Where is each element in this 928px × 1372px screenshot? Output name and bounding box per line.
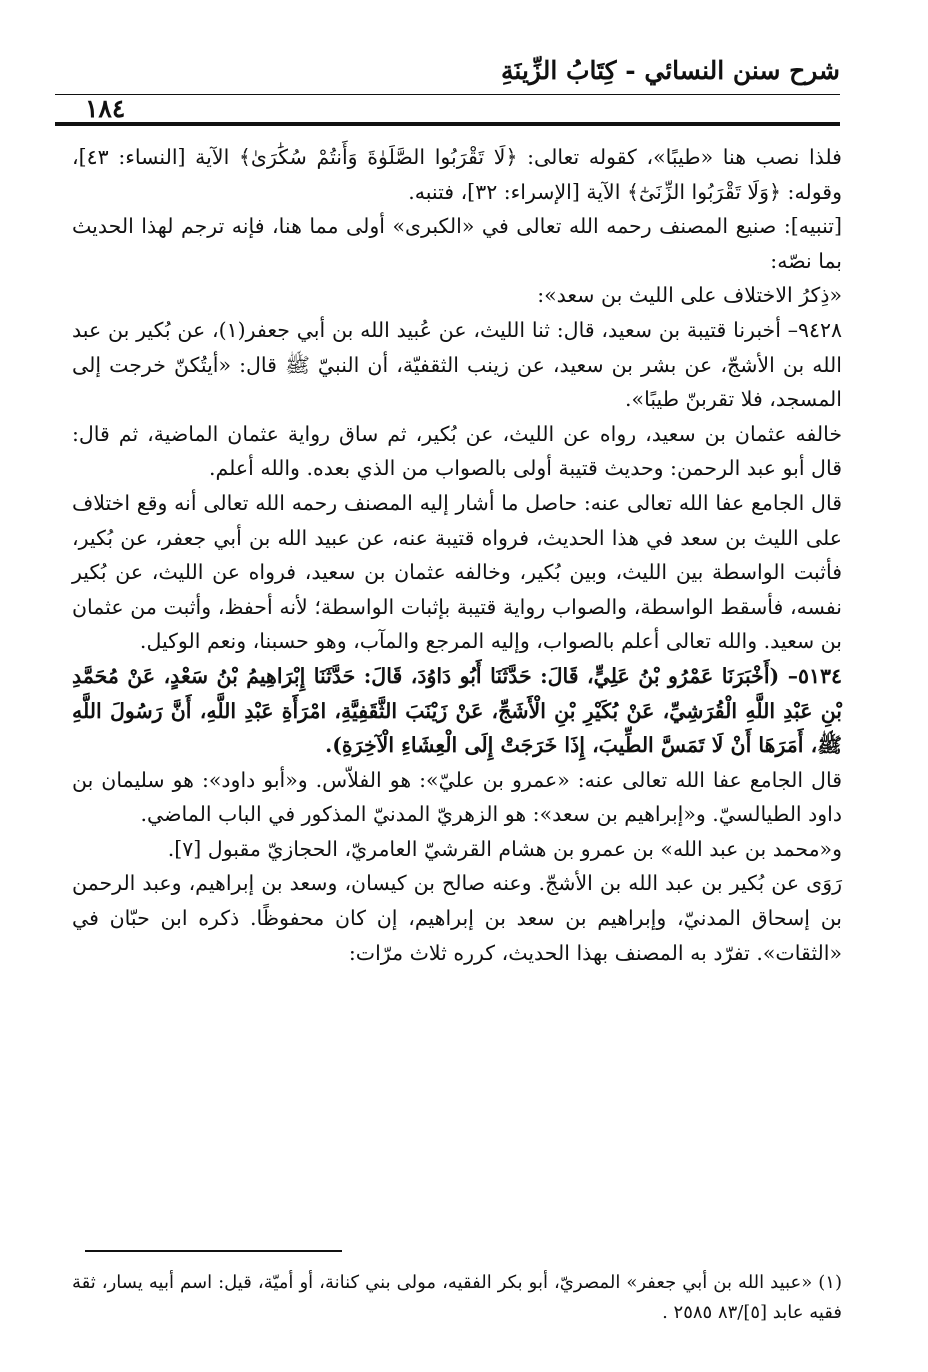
page-number: ١٨٤ <box>85 94 126 123</box>
paragraph-narrator-details: رَوَى عن بُكير بن عبد الله بن الأشجّ. وعنه صالح بن كيسان، وسعد بن إبراهيم، وعبد الرحمن بن إسحاق المدنيّ، وإبراهيم بن سعد بن إبراهيم، إن كان محفوظًا. ذكره ابن حبّان في «الثقات». تفرّد به المصنف بهذا الحديث، كرره ثلاث مرّات: <box>72 871 842 965</box>
paragraph-jami-comment: قال الجامع عفا الله تعالى عنه: حاصل ما أشار إليه المصنف رحمه الله تعالى أنه وقع اختلاف على الليث بن سعد في هذا الحديث، فرواه قتيبة عنه، عن عبيد الله بن أبي جعفر، عن بُكير، فأثبت الواسطة بين الليث، وبين بُكير، وخالفه عثمان بن سعيد، فرواه عن الليث، عن بُكير نفسه، فأسقط الواسطة، والصواب رواية قتيبة بإثبات الواسطة؛ لأنه أحفظ، وأثبت من عثمان بن سعيد. والله تعالى أعلم بالصواب، وإليه المرجع والمآب، وهو حسبنا، ونعم الوكيل. <box>72 490 842 654</box>
header-rule-top <box>55 94 840 95</box>
hadith-text: ٥١٣٤– (أَخْبَرَنَا عَمْرُو بْنُ عَلِيٍّ، قَالَ: حَدَّثَنَا أَبُو دَاوُدَ، قَالَ: حَدَّثَنَا إِبْرَاهِيمُ بْنُ سَعْدٍ، عَنْ مُحَمَّدِ بْنِ عَبْدِ اللَّهِ الْقُرَشِيِّ، عَنْ بُكَيْرِ بْنِ الْأَشَجِّ، عَنْ زَيْنَبَ الثَّقَفِيَّةِ، امْرَأَةِ عَبْدِ اللَّهِ، أَنَّ رَسُولَ اللَّهِ ﷺ، أَمَرَهَا أَنْ لَا تَمَسَّ الطِّيبَ، إِذَا خَرَجَتْ إِلَى الْعِشَاءِ الْآخِرَةِ). <box>72 663 842 758</box>
running-header-title: شرح سنن النسائي - كِتَابُ الزِّينَةِ <box>501 56 840 85</box>
header-rule-bottom <box>55 122 840 126</box>
footnote-divider <box>85 1250 342 1252</box>
paragraph-note: [تنبيه]: صنيع المصنف رحمه الله تعالى في «الكبرى» أولى مما هنا، فإنه ترجم لهذا الحديث بما نصّه: <box>72 214 842 273</box>
paragraph-jami-narrators: قال الجامع عفا الله تعالى عنه: «عمرو بن عليّ»: هو الفلاّس. و«أبو داود»: هو سليمان بن داود الطيالسيّ. و«إبراهيم بن سعد»: هو الزهريّ المدنيّ المذكور في الباب الماضي. <box>72 767 842 827</box>
paragraph: خالفه عثمان بن سعيد، رواه عن الليث، عن بُكير، ثم ساق رواية عثمان الماضية، ثم قال: قال أبو عبد الرحمن: وحديث قتيبة أولى بالصواب من الذي بعده. والله أعلم. <box>72 421 842 481</box>
paragraph: فلذا نصب هنا «طيبًا»، كقوله تعالى: ﴿لَا تَقْرَبُوا الصَّلَوٰةَ وَأَنتُمْ سُكَٰرَىٰ﴾ الآية [النساء: ٤٣]، وقوله: ﴿وَلَا تَقْرَبُوا الزِّنَىٰٓ﴾ الآية [الإسراء: ٣٢]، فتنبه. <box>72 145 842 204</box>
paragraph-narrator: و«محمد بن عبد الله» بن عمرو بن هشام القرشيّ العامريّ، الحجازيّ مقبول [٧]. <box>167 836 842 861</box>
footnotes <box>72 1268 842 1328</box>
paragraph-heading-quote: «ذِكرُ الاختلاف على الليث بن سعد»: <box>537 283 842 308</box>
footnote: (١) «عبيد الله بن أبي جعفر» المصريّ، أبو بكر الفقيه، مولى بني كنانة، أو أميّة، قيل: اسم أبيه يسار، ثقة فقيه عابد [٥]/٨٣ ٢٥٨٥ . <box>72 1272 842 1323</box>
main-text <box>72 140 842 970</box>
paragraph-hadith-kubra: ٩٤٢٨– أخبرنا قتيبة بن سعيد، قال: ثنا الليث، عن عُبيد الله بن أبي جعفر(١)، عن بُكير بن عبد الله بن الأشجّ، عن بشر بن سعيد، عن زينب الثقفيّة، أن النبيّ ﷺ قال: «أيتُكنّ خرجت إلى المسجد، فلا تقربنّ طيبًا». <box>72 317 842 412</box>
